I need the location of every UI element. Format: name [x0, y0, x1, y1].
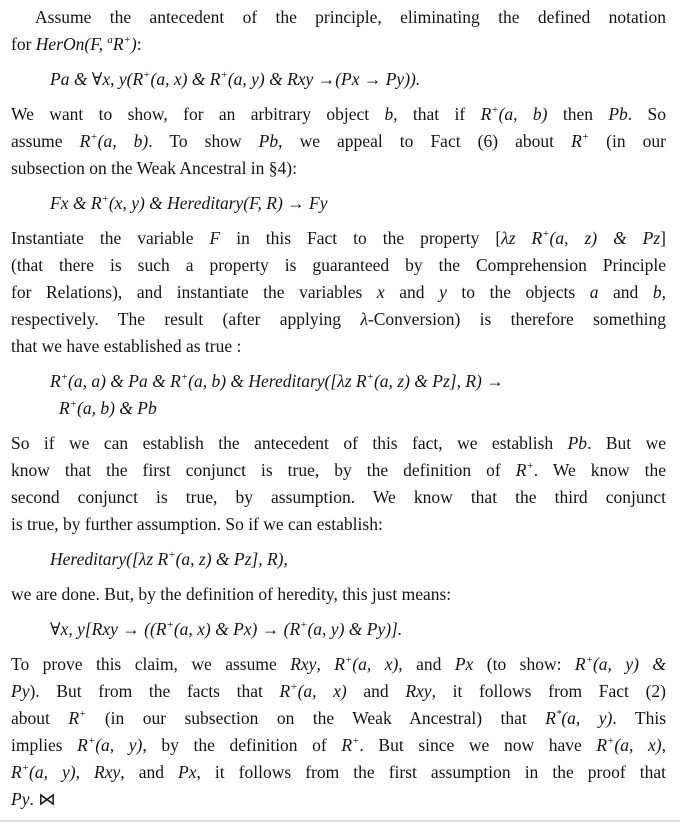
text-line: Py. ⋈	[11, 789, 56, 809]
text-line: So if we can establish the antecedent of this fact, we establish Pb. But we	[11, 433, 666, 453]
text-line: for Relations), and instantiate the variables x and y to the objects a and b,	[11, 282, 666, 302]
text-line: assume R+(a, b). To show Pb, we appeal to Fact (6) about R+ (in our	[11, 131, 666, 151]
display-formula-hereditary-claim	[11, 546, 666, 573]
text-line: R+(a, y), Rxy, and Px, it follows from the first assumption in the proof that	[11, 762, 666, 782]
paragraph-final-proof	[11, 651, 666, 813]
text-line: respectively. The result (after applying λ-Conversion) is therefore something	[11, 309, 666, 329]
paragraph-want-to-show	[11, 101, 666, 182]
display-formula-heredity-unpacked	[11, 616, 666, 643]
paragraph-definition-of-heredity	[11, 581, 666, 608]
paragraph-instantiate-variable	[11, 225, 666, 360]
text-line: is true, by further assumption. So if we can establish:	[11, 514, 383, 534]
paragraph-assume-antecedent	[11, 4, 666, 58]
display-formula-principle-expanded	[11, 66, 666, 93]
display-formula-lambda-conversion-result	[11, 368, 666, 422]
text-line: for HerOn(F, $^a$R+):	[11, 34, 142, 54]
formula-line: ∀x, y[Rxy → ((R+(a, x) & Px) → (R+(a, y) & Py)].	[50, 619, 403, 639]
text-line: We want to show, for an arbitrary object b, that if R+(a, b) then Pb. So	[11, 104, 667, 124]
text-line: we are done. But, by the definition of heredity, this just means:	[11, 584, 452, 604]
text-line: second conjunct is true, by assumption. We know that the third conjunct	[11, 487, 666, 507]
text-line: about R+ (in our subsection on the Weak Ancestral) that R*(a, y). This	[11, 708, 666, 728]
text-line: Instantiate the variable F in this Fact to the property [λz R+(a, z) & Pz]	[11, 228, 666, 248]
text-line: Py). But from the facts that R+(a, x) and Rxy, it follows from Fact (2)	[11, 681, 666, 701]
text-line: subsection on the Weak Ancestral in §4):	[11, 158, 297, 178]
display-formula-fact-6	[11, 190, 666, 217]
formula-line: R+(a, a) & Pa & R+(a, b) & Hereditary([λz R+(a, z) & Pz], R) →	[50, 371, 504, 391]
formula-line: R+(a, b) & Pb	[59, 398, 157, 418]
text-line: To prove this claim, we assume Rxy, R+(a, x), and Px (to show: R+(a, y) &	[11, 654, 666, 674]
text-line: implies R+(a, y), by the definition of R+. But since we now have R+(a, x),	[11, 735, 666, 755]
formula-line: Pa & ∀x, y(R+(a, x) & R+(a, y) & Rxy →(Px → Py)).	[50, 69, 421, 89]
text-line: Assume the antecedent of the principle, eliminating the defined notation	[35, 7, 666, 27]
formula-line: Hereditary([λz R+(a, z) & Pz], R),	[50, 549, 288, 569]
text-line: (that there is such a property is guaranteed by the Comprehension Principle	[11, 255, 666, 275]
paragraph-establish-antecedent	[11, 430, 666, 538]
page-bottom-divider	[0, 820, 680, 822]
text-line: know that the first conjunct is true, by the definition of R+. We know the	[11, 460, 666, 480]
text-line: that we have established as true :	[11, 336, 242, 356]
formula-line: Fx & R+(x, y) & Hereditary(F, R) → Fy	[50, 193, 328, 213]
